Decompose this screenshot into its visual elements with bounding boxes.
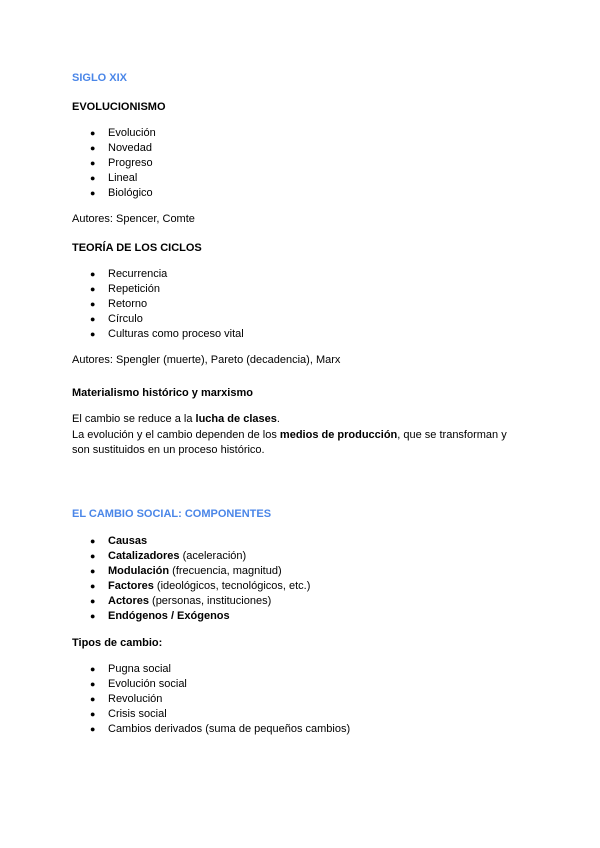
list-tipos [90, 662, 430, 737]
bullet-icon: ● [90, 694, 96, 704]
bullet-icon: ● [90, 536, 96, 546]
authors-ciclos: Autores: Spengler (muerte), Pareto (decadencia), Marx [72, 354, 341, 366]
heading-tipos: Tipos de cambio: [72, 637, 163, 649]
bullet-icon: ● [90, 329, 96, 339]
list-item: ● Actores (personas, instituciones) [90, 595, 272, 607]
bullet-icon: ● [90, 611, 96, 621]
section-title-siglo-xix: SIGLO XIX [72, 72, 128, 84]
list-item: ● Evolución social [90, 678, 187, 690]
bullet-icon: ● [90, 596, 96, 606]
heading-evolucionismo: EVOLUCIONISMO [72, 101, 166, 113]
marxismo-line-3: son sustituidos en un proceso histórico. [72, 444, 265, 456]
list-item: ● Repetición [90, 283, 160, 295]
list-componentes [90, 534, 430, 624]
bullet-icon: ● [90, 158, 96, 168]
bullet-icon: ● [90, 679, 96, 689]
list-item: ● Pugna social [90, 663, 171, 675]
list-item: ● Revolución [90, 693, 163, 705]
list-item: ● Cambios derivados (suma de pequeños cambios) [90, 723, 351, 735]
list-item: ● Causas [90, 535, 148, 547]
bullet-icon: ● [90, 284, 96, 294]
marxismo-line-1: El cambio se reduce a la lucha de clases. [72, 413, 280, 425]
heading-marxismo: Materialismo histórico y marxismo [72, 387, 253, 399]
bullet-icon: ● [90, 314, 96, 324]
bullet-icon: ● [90, 188, 96, 198]
list-item: ● Progreso [90, 157, 153, 169]
marxismo-line-2: La evolución y el cambio dependen de los medios de producción, que se transforman y [72, 429, 507, 441]
list-item: ● Crisis social [90, 708, 167, 720]
list-ciclos [90, 267, 390, 342]
bullet-icon: ● [90, 566, 96, 576]
bullet-icon: ● [90, 709, 96, 719]
section-title-cambio-social: EL CAMBIO SOCIAL: COMPONENTES [72, 508, 272, 520]
list-evolucionismo [90, 126, 390, 201]
list-item: ● Culturas como proceso vital [90, 328, 244, 340]
bullet-icon: ● [90, 269, 96, 279]
list-item: ● Lineal [90, 172, 138, 184]
bullet-icon: ● [90, 551, 96, 561]
list-item: ● Evolución [90, 127, 156, 139]
list-item: ● Círculo [90, 313, 143, 325]
bullet-icon: ● [90, 143, 96, 153]
heading-ciclos: TEORÍA DE LOS CICLOS [72, 242, 202, 254]
bullet-icon: ● [90, 128, 96, 138]
bullet-icon: ● [90, 724, 96, 734]
bullet-icon: ● [90, 664, 96, 674]
list-item: ● Modulación (frecuencia, magnitud) [90, 565, 282, 577]
bullet-icon: ● [90, 173, 96, 183]
list-item: ● Novedad [90, 142, 153, 154]
bullet-icon: ● [90, 299, 96, 309]
authors-evolucionismo: Autores: Spencer, Comte [72, 213, 195, 225]
list-item: ● Catalizadores (aceleración) [90, 550, 247, 562]
list-item: ● Factores (ideológicos, tecnológicos, etc.) [90, 580, 311, 592]
list-item: ● Biológico [90, 187, 153, 199]
list-item: ● Recurrencia [90, 268, 168, 280]
bullet-icon: ● [90, 581, 96, 591]
list-item: ● Retorno [90, 298, 148, 310]
list-item: ● Endógenos / Exógenos [90, 610, 230, 622]
